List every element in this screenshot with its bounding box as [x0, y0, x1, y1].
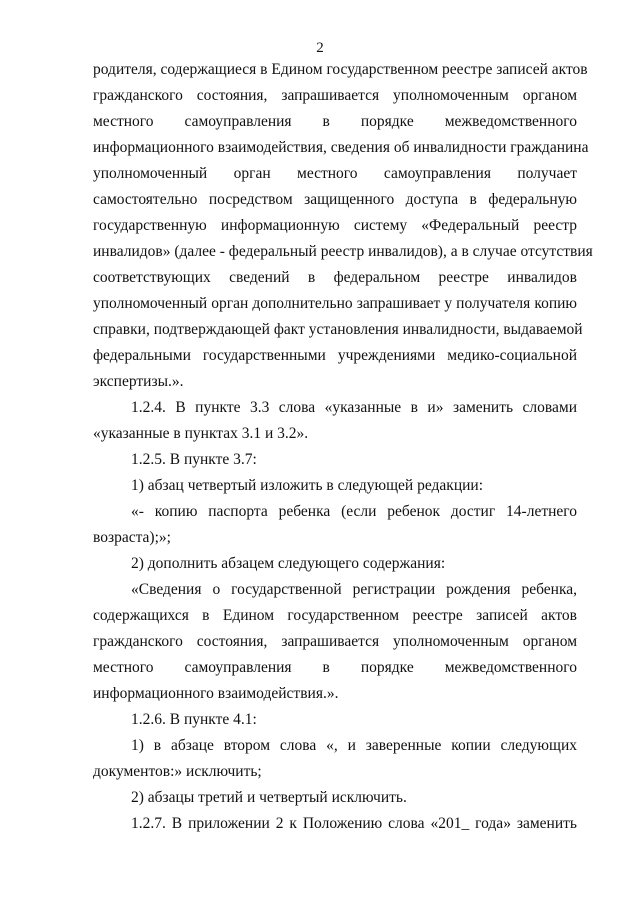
text-line: 1.2.6. В пункте 4.1: — [131, 711, 257, 728]
text-line: «указанные в пунктах 3.1 и 3.2». — [93, 425, 309, 442]
text-line: 1) в абзаце втором слова «, и заверенные копии следующих — [131, 737, 577, 754]
paragraph — [93, 447, 577, 473]
text-line: информационного взаимодействия.». — [93, 685, 339, 702]
text-line: возраста);»; — [93, 529, 171, 546]
text-line: 1) абзац четвертый изложить в следующей редакции: — [131, 477, 484, 494]
text-line: гражданского состояния, запрашивается уполномоченным органом — [93, 633, 577, 650]
text-line: 2) абзацы третий и четвертый исключить. — [131, 789, 407, 806]
page-number: 2 — [316, 40, 324, 56]
text-line: 1.2.7. В приложении 2 к Положению слова «201_ года» заменить — [131, 815, 577, 832]
paragraph — [93, 551, 577, 577]
paragraph — [93, 395, 577, 447]
paragraph — [93, 785, 577, 811]
paragraph — [93, 733, 577, 785]
paragraph — [93, 499, 577, 551]
text-line: гражданского состояния, запрашивается уполномоченным органом — [93, 87, 577, 104]
text-line: информационного взаимодействия, сведения об инвалидности гражданина — [93, 139, 589, 156]
paragraph — [93, 707, 577, 733]
text-line: федеральными государственными учреждениями медико-социальной — [93, 347, 577, 364]
text-line: уполномоченный орган местного самоуправления получает — [93, 165, 577, 182]
text-line: местного самоуправления в порядке межведомственного — [93, 113, 577, 130]
paragraph — [93, 473, 577, 499]
text-line: документов:» исключить; — [93, 763, 262, 780]
text-line: экспертизы.». — [93, 373, 184, 390]
text-line: местного самоуправления в порядке межведомственного — [93, 659, 577, 676]
text-line: справки, подтверждающей факт установления инвалидности, выдаваемой — [93, 321, 583, 338]
text-line: государственную информационную систему «Федеральный реестр — [93, 217, 577, 234]
text-line: самостоятельно посредством защищенного доступа в федеральную — [93, 191, 577, 208]
text-line: 1.2.4. В пункте 3.3 слова «указанные в и» заменить словами — [131, 399, 577, 416]
text-line: «Сведения о государственной регистрации рождения ребенка, — [131, 581, 577, 598]
paragraph — [93, 811, 577, 837]
text-line: 1.2.5. В пункте 3.7: — [131, 451, 257, 468]
paragraph — [93, 577, 577, 707]
text-line: родителя, содержащиеся в Едином государственном реестре записей актов — [93, 61, 588, 78]
text-line: 2) дополнить абзацем следующего содержания: — [131, 555, 446, 572]
text-line: содержащихся в Едином государственном реестре записей актов — [93, 607, 577, 624]
text-line: соответствующих сведений в федеральном реестре инвалидов — [93, 269, 577, 286]
text-line: инвалидов» (далее - федеральный реестр инвалидов), а в случае отсутствия — [93, 243, 593, 260]
text-line: «- копию паспорта ребенка (если ребенок достиг 14-летнего — [131, 503, 577, 520]
text-line: уполномоченный орган дополнительно запрашивает у получателя копию — [93, 295, 577, 312]
paragraph — [93, 57, 593, 395]
document-body — [93, 57, 593, 837]
